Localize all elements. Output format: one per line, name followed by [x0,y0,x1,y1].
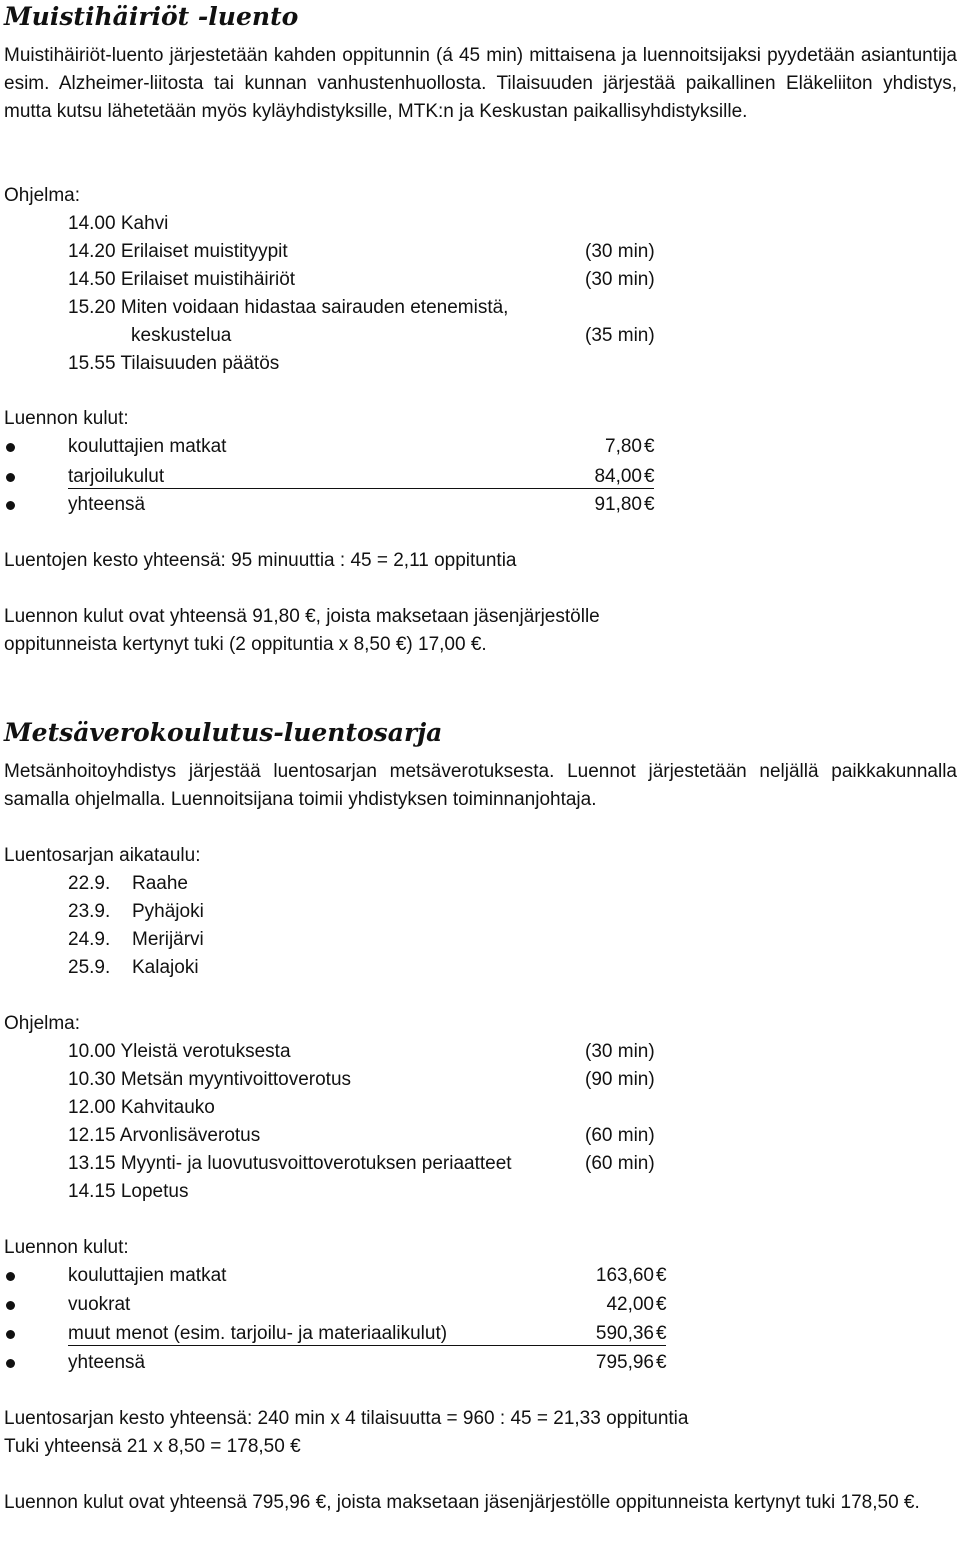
schedule-place: Pyhäjoki [132,901,204,922]
bullet-icon [6,443,15,452]
schedule-date: 24.9. [68,929,111,950]
program-item-text: 14.20 Erilaiset muistityypit [68,241,288,262]
cost-label: yhteensä [68,1352,146,1373]
program-item-text: 12.00 Kahvitauko [68,1097,215,1118]
schedule-place: Kalajoki [132,957,199,978]
cost-item [6,463,666,491]
sum-underline [68,1345,666,1346]
cost-item [6,1291,676,1319]
bullet-icon [6,473,15,482]
currency-symbol: € [644,436,655,457]
bullet-icon [6,1272,15,1281]
cost-amount: 42,00 [606,1294,654,1315]
program-item-text: 14.00 Kahvi [68,213,169,234]
schedule-date: 25.9. [68,957,111,978]
currency-symbol: € [656,1323,667,1344]
program-item-duration: (90 min) [585,1069,655,1090]
program-item-duration: (60 min) [585,1153,655,1174]
section2-program-label: Ohjelma: [4,1013,81,1034]
cost-amount: 7,80 [605,436,642,457]
section2-title: Metsäverokoulutus-luentosarja [4,718,443,747]
section1-duration: Luentojen kesto yhteensä: 95 minuuttia : 45 = 2,11 oppituntia [4,550,517,571]
program-item-text: 13.15 Myynti- ja luovutusvoittoverotuksen periaatteet [68,1153,512,1174]
section1-program-label: Ohjelma: [4,185,81,206]
currency-symbol: € [656,1352,667,1373]
program-item-text: 10.30 Metsän myyntivoittoverotus [68,1069,352,1090]
program-item-duration: (30 min) [585,269,655,290]
program-item-duration: (35 min) [585,325,655,346]
schedule-place: Merijärvi [132,929,204,950]
cost-label: muut menot (esim. tarjoilu- ja materiaalikulut) [68,1323,448,1344]
program-item-text: 10.00 Yleistä verotuksesta [68,1041,291,1062]
cost-label: kouluttajien matkat [68,1265,227,1286]
section1-title: Muistihäiriöt -luento [4,2,299,31]
program-item-text: 14.50 Erilaiset muistihäiriöt [68,269,296,290]
currency-symbol: € [644,494,655,515]
cost-amount: 84,00 [594,466,642,487]
program-item-duration: (60 min) [585,1125,655,1146]
program-item-text: keskustelua [131,325,232,346]
cost-item [6,1262,676,1290]
cost-label: vuokrat [68,1294,131,1315]
schedule-date: 23.9. [68,901,111,922]
section2-costs-label: Luennon kulut: [4,1237,129,1258]
cost-item [6,433,666,461]
cost-label: kouluttajien matkat [68,436,227,457]
bullet-icon [6,1359,15,1368]
section2-duration: Luentosarjan kesto yhteensä: 240 min x 4 tilaisuutta = 960 : 45 = 21,33 oppituntia [4,1408,689,1429]
cost-amount: 163,60 [595,1265,654,1286]
cost-amount: 590,36 [595,1323,654,1344]
cost-amount: 795,96 [595,1352,654,1373]
currency-symbol: € [656,1294,667,1315]
cost-label: yhteensä [68,494,146,515]
currency-symbol: € [644,466,655,487]
program-item-duration: (30 min) [585,241,655,262]
section2-intro: Metsänhoitoyhdistys järjestää luentosarjan metsäverotuksesta. Luennot järjestetään neljällä paikkakunnalla samalla ohjelmalla. Luennoitsijana toimii yhdistyksen toiminnanjohtaja. [4,761,957,810]
schedule-date: 22.9. [68,873,111,894]
bullet-icon [6,501,15,510]
bullet-icon [6,1330,15,1339]
section2-summary: Luennon kulut ovat yhteensä 795,96 €, joista maksetaan jäsenjärjestölle oppitunneista kertynyt tuki 178,50 €. [4,1492,920,1513]
program-item-text: 15.20 Miten voidaan hidastaa sairauden etenemistä, [68,297,509,318]
program-item-text: 15.55 Tilaisuuden päätös [68,353,280,374]
cost-item [6,1320,676,1348]
section1-intro: Muistihäiriöt-luento järjestetään kahden oppitunnin (á 45 min) mittaisena ja luennoitsijaksi pyydetään asiantuntija esim. Alzheimer-liitosta tai kunnan vanhustenhuollosta. Tilaisuuden järjestää paikallinen Eläkeliiton yhdistys, mutta kutsu lähetetään myös kyläyhdistyksille, MTK:n ja Keskustan paikallisyhdistyksille. [4,45,957,122]
currency-symbol: € [656,1265,667,1286]
section1-summary: Luennon kulut ovat yhteensä 91,80 €, joista maksetaan jäsenjärjestölle oppitunneista kertynyt tuki (2 oppituntia x 8,50 €) 17,00 €. [4,606,600,655]
cost-item [6,491,666,519]
section2-support: Tuki yhteensä 21 x 8,50 = 178,50 € [4,1436,301,1457]
bullet-icon [6,1301,15,1310]
sum-underline [68,488,654,489]
program-item-text: 14.15 Lopetus [68,1181,189,1202]
program-item-duration: (30 min) [585,1041,655,1062]
schedule-place: Raahe [132,873,188,894]
section1-costs-label: Luennon kulut: [4,408,129,429]
schedule-label: Luentosarjan aikataulu: [4,845,201,866]
cost-label: tarjoilukulut [68,466,165,487]
cost-item [6,1349,676,1377]
cost-amount: 91,80 [594,494,642,515]
program-item-text: 12.15 Arvonlisäverotus [68,1125,261,1146]
